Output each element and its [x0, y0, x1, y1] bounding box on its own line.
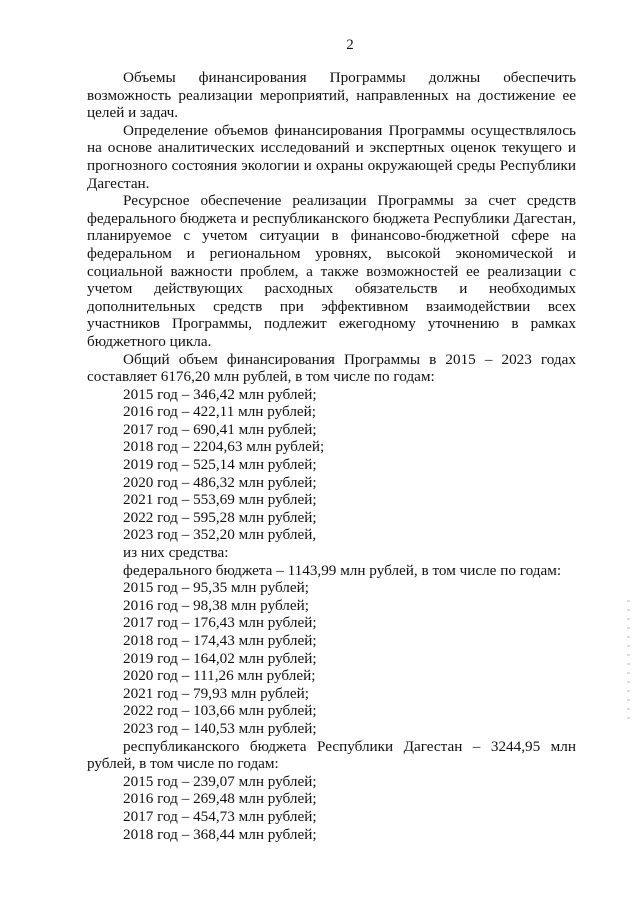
list-item: 2018 год – 2204,63 млн рублей; — [123, 438, 325, 456]
list-item: 2016 год – 422,11 млн рублей; — [123, 403, 317, 421]
total-by-year-list — [87, 386, 576, 544]
list-item: 2022 год – 595,28 млн рублей; — [123, 508, 317, 526]
federal-by-year-list — [87, 579, 576, 737]
list-item: 2018 год – 368,44 млн рублей; — [123, 825, 317, 843]
paragraph-financing-basis: Определение объемов финансирования Программы осуществлялось на основе аналитических исследований и экспертных оценок текущего и прогнозного состояния экологии и охраны окружающей среды Республики Дагестан. — [87, 121, 576, 192]
paragraph-resource-provision: Ресурсное обеспечение реализации Программы за счет средств федерального бюджета и республиканского бюджета Республики Дагестан, планируемое с учетом ситуации в финансово-бюджетной сфере на федеральном и региональном уровнях, высокой экономической и социальной важности проблем, а также возможностей ее реализации с учетом действующих расходных обязательств и необходимых дополнительных средств при эффективном взаимодействии всех участников Программы, подлежит ежегодному уточнению в рамках бюджетного цикла. — [87, 192, 576, 350]
list-item: 2015 год – 346,42 млн рублей; — [123, 385, 317, 403]
sources-label: из них средства: — [123, 544, 229, 562]
list-item: 2017 год – 454,73 млн рублей; — [123, 807, 317, 825]
list-item: 2023 год – 140,53 млн рублей; — [123, 719, 317, 737]
list-item: 2015 год – 239,07 млн рублей; — [123, 772, 317, 790]
list-item: 2020 год – 486,32 млн рублей; — [123, 473, 317, 491]
document-body — [87, 69, 576, 843]
page-number: 2 — [346, 37, 354, 53]
federal-budget-intro: федерального бюджета – 1143,99 млн рублей, в том числе по годам: — [123, 561, 562, 579]
republic-budget-intro: республиканского бюджета Республики Дагестан – 3244,95 млн рублей, в том числе по годам: — [87, 737, 576, 773]
list-item: 2023 год – 352,20 млн рублей, — [123, 526, 317, 544]
list-item: 2018 год – 174,43 млн рублей; — [123, 632, 317, 649]
list-item: 2017 год – 690,41 млн рублей; — [123, 420, 317, 438]
paragraph-financing-purpose: Объемы финансирования Программы должны обеспечить возможность реализации мероприятий, направленных на достижение ее целей и задач. — [87, 69, 576, 122]
paragraph-total-financing: Общий объем финансирования Программы в 2015 – 2023 годах составляет 6176,20 млн рублей, в том числе по годам: — [87, 350, 576, 386]
list-item: 2021 год – 553,69 млн рублей; — [123, 491, 317, 509]
list-item: 2015 год – 95,35 млн рублей; — [123, 579, 309, 597]
list-item: 2019 год – 525,14 млн рублей; — [123, 456, 317, 474]
list-item: 2019 год – 164,02 млн рублей; — [123, 649, 317, 667]
list-item: 2022 год – 103,66 млн рублей; — [123, 702, 317, 720]
list-item: 2016 год – 98,38 млн рублей; — [123, 596, 309, 614]
republic-by-year-list — [87, 773, 576, 843]
list-item: 2016 год – 269,48 млн рублей; — [123, 790, 317, 808]
list-item: 2020 год – 111,26 млн рублей; — [123, 667, 316, 685]
scan-artifact — [627, 600, 630, 720]
list-item: 2017 год – 176,43 млн рублей; — [123, 614, 317, 632]
list-item: 2021 год – 79,93 млн рублей; — [123, 684, 309, 702]
